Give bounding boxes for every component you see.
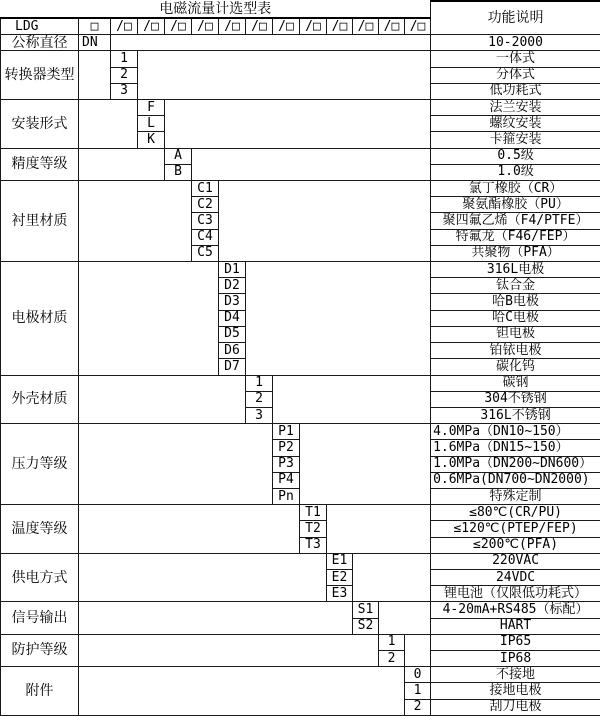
option-desc: 不接地 <box>431 667 600 683</box>
category-label: 公称直径 <box>1 35 79 51</box>
model-slot-box: /□ <box>379 18 405 35</box>
spacer-cell <box>246 262 431 375</box>
option-code: 1 <box>379 634 405 650</box>
option-desc: 钽电极 <box>431 326 600 342</box>
option-code: L <box>138 116 165 132</box>
option-desc: 316L电极 <box>431 262 600 278</box>
spacer-cell <box>79 262 219 375</box>
category-label: 转换器类型 <box>1 51 79 100</box>
option-code: S2 <box>353 618 379 634</box>
option-desc: 卡箍安装 <box>431 132 600 148</box>
option-desc: ≤80℃(CR/PU) <box>431 505 600 521</box>
category-label: 信号输出 <box>1 602 79 634</box>
option-desc: 接地电极 <box>431 683 600 699</box>
option-desc: 铂铱电极 <box>431 343 600 359</box>
option-desc: 聚四氟乙烯（F4/PTFE） <box>431 213 600 229</box>
model-slot-box: /□ <box>192 18 219 35</box>
option-code: C3 <box>192 213 219 229</box>
option-desc: 1.0MPa（DN200~DN600） <box>431 456 600 472</box>
option-code: 3 <box>111 83 138 99</box>
spacer-cell <box>111 35 431 51</box>
option-code: C4 <box>192 229 219 245</box>
option-desc: 锂电池（仅限低功耗式） <box>431 586 600 602</box>
category-label: 安装形式 <box>1 100 79 149</box>
category-label: 压力等级 <box>1 424 79 505</box>
spacer-cell <box>79 634 379 666</box>
option-code: D3 <box>219 294 246 310</box>
model-code-box: □ <box>79 18 111 35</box>
spacer-cell <box>219 181 431 262</box>
option-desc: 哈B电极 <box>431 294 600 310</box>
option-desc: 10-2000 <box>431 35 600 51</box>
option-code: D2 <box>219 278 246 294</box>
option-desc: 法兰安装 <box>431 100 600 116</box>
option-desc: IP68 <box>431 650 600 666</box>
option-code: P2 <box>273 440 300 456</box>
option-desc: 4-20mA+RS485（标配） <box>431 602 600 618</box>
option-code: E2 <box>327 569 353 585</box>
option-code: K <box>138 132 165 148</box>
model-slot-box: /□ <box>300 18 327 35</box>
spacer-cell <box>79 100 138 149</box>
option-desc: IP65 <box>431 634 600 650</box>
option-code: D5 <box>219 326 246 342</box>
option-code: F <box>138 100 165 116</box>
option-code: D6 <box>219 343 246 359</box>
option-desc: 聚氨酯橡胶（PU） <box>431 197 600 213</box>
model-slot-box: /□ <box>327 18 353 35</box>
option-desc: 碳化钨 <box>431 359 600 375</box>
option-code: P1 <box>273 424 300 440</box>
spacer-cell <box>138 51 431 100</box>
spacer-cell <box>353 553 431 602</box>
model-slot-box: /□ <box>246 18 273 35</box>
table-title: 电磁流量计选型表 <box>1 1 431 18</box>
spacer-cell <box>79 181 192 262</box>
option-desc: 氯丁橡胶（CR） <box>431 181 600 197</box>
option-desc: 特氟龙（F46/FEP） <box>431 229 600 245</box>
option-desc: 低功耗式 <box>431 83 600 99</box>
option-code: 1 <box>405 683 431 699</box>
option-code: C1 <box>192 181 219 197</box>
option-code: D1 <box>219 262 246 278</box>
category-label: 附件 <box>1 667 79 716</box>
spacer-cell <box>79 51 111 100</box>
option-code: E3 <box>327 586 353 602</box>
option-desc: 0.5级 <box>431 148 600 164</box>
option-code: 1 <box>111 51 138 67</box>
option-code: E1 <box>327 553 353 569</box>
category-label: 防护等级 <box>1 634 79 666</box>
option-code: 2 <box>405 699 431 715</box>
option-code: S1 <box>353 602 379 618</box>
option-code: DN <box>79 35 111 51</box>
option-code: T2 <box>300 521 327 537</box>
option-desc: 螺纹安装 <box>431 116 600 132</box>
function-column-header: 功能说明 <box>431 1 600 35</box>
spacer-cell <box>79 424 273 505</box>
model-slot-box: /□ <box>405 18 431 35</box>
model-slot-box: /□ <box>353 18 379 35</box>
option-code: 2 <box>246 391 273 407</box>
option-desc: 特殊定制 <box>431 488 600 504</box>
option-code: A <box>165 148 192 164</box>
option-desc: 共聚物（PFA） <box>431 245 600 261</box>
spacer-cell <box>79 602 353 634</box>
option-code: D7 <box>219 359 246 375</box>
spacer-cell <box>327 505 431 554</box>
spacer-cell <box>79 148 165 180</box>
option-desc: 220VAC <box>431 553 600 569</box>
model-slot-box: /□ <box>111 18 138 35</box>
option-code: C5 <box>192 245 219 261</box>
spacer-cell <box>79 667 405 716</box>
option-desc: 304不锈钢 <box>431 391 600 407</box>
option-desc: 1.6MPa（DN15~150） <box>431 440 600 456</box>
model-prefix-cell: LDG <box>1 18 79 35</box>
model-slot-box: /□ <box>219 18 246 35</box>
category-label: 衬里材质 <box>1 181 79 262</box>
option-code: 2 <box>111 67 138 83</box>
spacer-cell <box>192 148 431 180</box>
model-slot-box: /□ <box>138 18 165 35</box>
option-desc: ≤200℃(PFA) <box>431 537 600 553</box>
spacer-cell <box>379 602 431 634</box>
option-code: P4 <box>273 472 300 488</box>
option-code: 3 <box>246 407 273 423</box>
option-desc: 哈C电极 <box>431 310 600 326</box>
option-code: T3 <box>300 537 327 553</box>
option-desc: HART <box>431 618 600 634</box>
spacer-cell <box>79 553 327 602</box>
spacer-cell <box>79 375 246 424</box>
option-code: 2 <box>379 650 405 666</box>
option-code: T1 <box>300 505 327 521</box>
option-code: Pn <box>273 488 300 504</box>
category-label: 供电方式 <box>1 553 79 602</box>
option-desc: 4.0MPa（DN10~150） <box>431 424 600 440</box>
option-code: B <box>165 164 192 180</box>
option-desc: 分体式 <box>431 67 600 83</box>
option-desc: 24VDC <box>431 569 600 585</box>
spacer-cell <box>273 375 431 424</box>
option-desc: 钛合金 <box>431 278 600 294</box>
option-desc: 316L不锈钢 <box>431 407 600 423</box>
option-desc: 刮刀电极 <box>431 699 600 715</box>
spacer-cell <box>405 634 431 666</box>
option-desc: 1.0级 <box>431 164 600 180</box>
option-desc: 0.6MPa(DN700~DN2000) <box>431 472 600 488</box>
option-desc: ≤120℃(PTEP/FEP) <box>431 521 600 537</box>
model-slot-box: /□ <box>273 18 300 35</box>
option-code: 1 <box>246 375 273 391</box>
spacer-cell <box>79 505 300 554</box>
option-desc: 碳钢 <box>431 375 600 391</box>
option-desc: 一体式 <box>431 51 600 67</box>
model-slot-box: /□ <box>165 18 192 35</box>
category-label: 外壳材质 <box>1 375 79 424</box>
spacer-cell <box>165 100 431 149</box>
option-code: D4 <box>219 310 246 326</box>
category-label: 精度等级 <box>1 148 79 180</box>
option-code: P3 <box>273 456 300 472</box>
option-code: 0 <box>405 667 431 683</box>
category-label: 电极材质 <box>1 262 79 375</box>
category-label: 温度等级 <box>1 505 79 554</box>
option-code: C2 <box>192 197 219 213</box>
spacer-cell <box>300 424 431 505</box>
